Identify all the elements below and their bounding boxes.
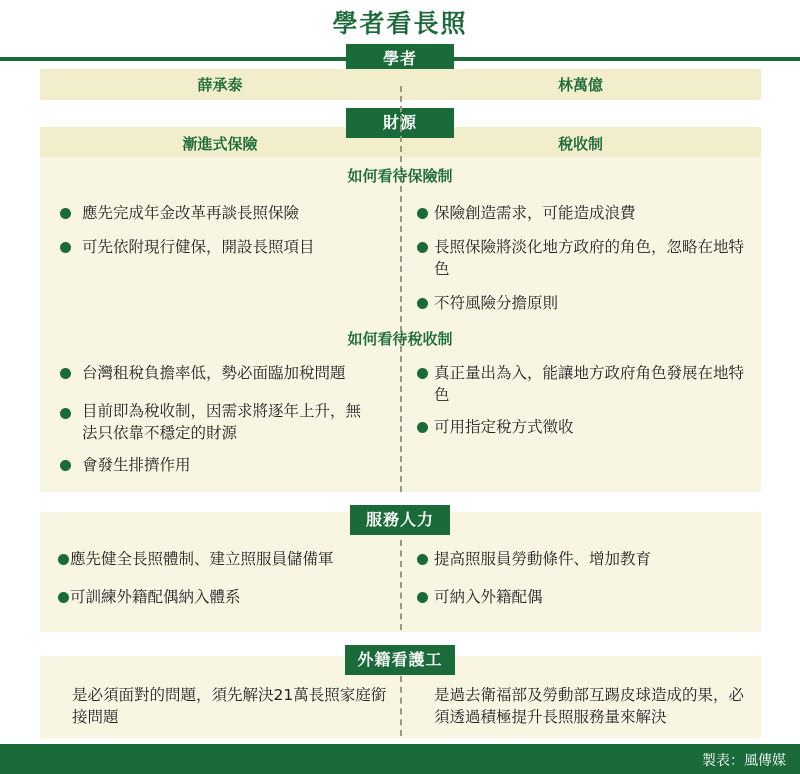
bullet-icon: [417, 592, 428, 603]
list-item: 提高照服員勞動條件、增加教育: [434, 550, 652, 568]
bullet-icon: [60, 368, 71, 379]
foreign-left-text: 是必須面對的問題，須先解決21萬長照家庭銜接問題: [72, 686, 387, 726]
funding-left-label: 漸進式保險: [182, 135, 258, 153]
scholar-right-name: 林萬億: [557, 76, 603, 94]
footer-bar: [0, 744, 800, 774]
section-tag-manpower: 服務人力: [350, 505, 450, 535]
column-divider: [400, 86, 402, 492]
bullet-icon: [417, 554, 428, 565]
list-item: 保險創造需求，可能造成浪費: [434, 204, 636, 222]
page-title: 學者看長照: [332, 9, 468, 38]
bullet-icon: [60, 242, 71, 253]
section-tag-funding: 財源: [346, 108, 454, 138]
bullet-icon: [60, 408, 71, 419]
bullet-icon: [417, 208, 428, 219]
section-tag-scholars: 學者: [346, 44, 454, 74]
list-item: 可納入外籍配偶: [434, 588, 543, 606]
list-item: 可先依附現行健保，開設長照項目: [82, 238, 315, 256]
bullet-icon: [417, 298, 428, 309]
bullet-icon: [58, 592, 69, 603]
list-item: 目前即為稅收制，因需求將逐年上升，無法只依靠不穩定的財源: [82, 402, 362, 442]
list-item: 可訓練外籍配偶納入體系: [70, 588, 241, 606]
bullet-icon: [417, 242, 428, 253]
scholar-left-name: 薛承泰: [197, 76, 243, 94]
column-divider: [400, 540, 402, 630]
list-item: 應先健全長照體制、建立照服員儲備軍: [70, 550, 334, 568]
column-divider: [400, 676, 402, 736]
tax-subheading: 如何看待稅收制: [347, 330, 453, 348]
insurance-subheading: 如何看待保險制: [347, 167, 453, 185]
foreign-right-text: 是過去衛福部及勞動部互踢皮球造成的果，必須透過積極提升長照服務量來解決: [434, 686, 745, 726]
list-item: 長照保險將淡化地方政府的角色，忽略在地特色: [434, 238, 745, 278]
list-item: 應先完成年金改革再談長照保險: [82, 204, 300, 222]
credit-text: 製表：風傳媒: [702, 753, 786, 769]
list-item: 台灣租稅負擔率低，勢必面臨加稅問題: [82, 364, 346, 382]
list-item: 可用指定稅方式徵收: [434, 418, 574, 436]
section-tag-foreign: 外籍看護工: [345, 645, 455, 675]
list-item: 真正量出為入，能讓地方政府角色發展在地特色: [434, 364, 745, 404]
bullet-icon: [417, 368, 428, 379]
list-item: 不符風險分擔原則: [434, 294, 559, 312]
bullet-icon: [60, 460, 71, 471]
list-item: 會發生排擠作用: [82, 456, 191, 474]
funding-right-label: 稅收制: [557, 135, 603, 153]
bullet-icon: [417, 422, 428, 433]
bullet-icon: [58, 554, 69, 565]
bullet-icon: [60, 208, 71, 219]
